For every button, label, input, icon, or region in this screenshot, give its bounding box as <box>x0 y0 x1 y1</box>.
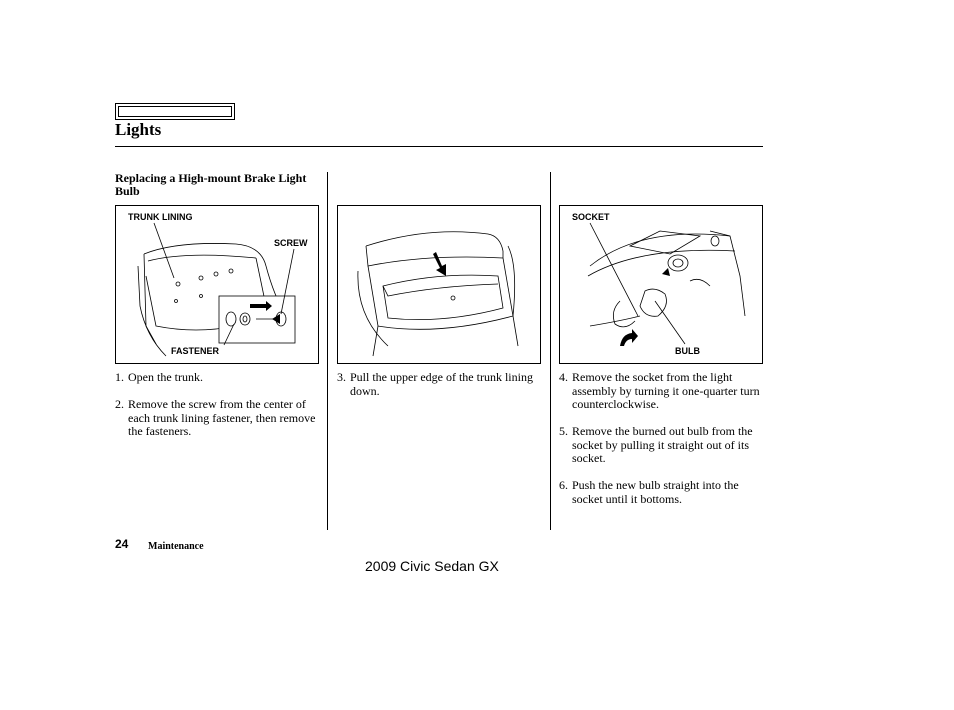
step-text: Open the trunk. <box>128 370 203 384</box>
footer-section-name: Maintenance <box>148 541 204 552</box>
steps-column-1 <box>115 371 320 452</box>
step-1 <box>115 371 320 385</box>
socket-bulb-illustration <box>560 206 764 365</box>
footer-model-name: 2009 Civic Sedan GX <box>365 558 499 574</box>
procedure-subheading: Replacing a High-mount Brake Light Bulb <box>115 171 307 198</box>
screw-label: SCREW <box>274 238 308 248</box>
column-divider-2 <box>550 172 551 530</box>
title-divider <box>115 146 763 147</box>
socket-label: SOCKET <box>572 212 610 222</box>
step-5 <box>559 425 764 466</box>
step-number: 4. <box>559 370 568 384</box>
step-number: 2. <box>115 397 124 411</box>
column-divider-1 <box>327 172 328 530</box>
step-text: Pull the upper edge of the trunk lining down. <box>350 370 533 398</box>
step-number: 6. <box>559 478 568 492</box>
fastener-label: FASTENER <box>171 346 220 356</box>
step-4 <box>559 371 764 412</box>
section-tab-box <box>115 103 235 120</box>
steps-column-3 <box>559 371 764 520</box>
step-text: Push the new bulb straight into the socket until it bottoms. <box>572 478 739 506</box>
page-number: 24 <box>115 537 129 551</box>
step-number: 1. <box>115 370 124 384</box>
step-text: Remove the burned out bulb from the socket by pulling it straight out of its socket. <box>572 424 753 465</box>
step-text: Remove the screw from the center of each trunk lining fastener, then remove the fasteners. <box>128 397 316 438</box>
step-6 <box>559 479 764 506</box>
figure-trunk-lining-fasteners <box>115 205 319 364</box>
steps-column-2 <box>337 371 537 412</box>
trunk-lining-illustration <box>116 206 320 365</box>
figure-trunk-open <box>337 205 541 364</box>
step-2 <box>115 398 320 439</box>
bulb-label: BULB <box>675 346 700 356</box>
figure-socket-bulb <box>559 205 763 364</box>
section-title: Lights <box>115 120 162 139</box>
step-3 <box>337 371 537 398</box>
open-trunk-illustration <box>338 206 542 365</box>
step-number: 5. <box>559 424 568 438</box>
trunk-lining-label: TRUNK LINING <box>128 212 193 222</box>
step-text: Remove the socket from the light assembly by turning it one-quarter turn counterclockwise. <box>572 370 760 411</box>
step-number: 3. <box>337 370 346 384</box>
